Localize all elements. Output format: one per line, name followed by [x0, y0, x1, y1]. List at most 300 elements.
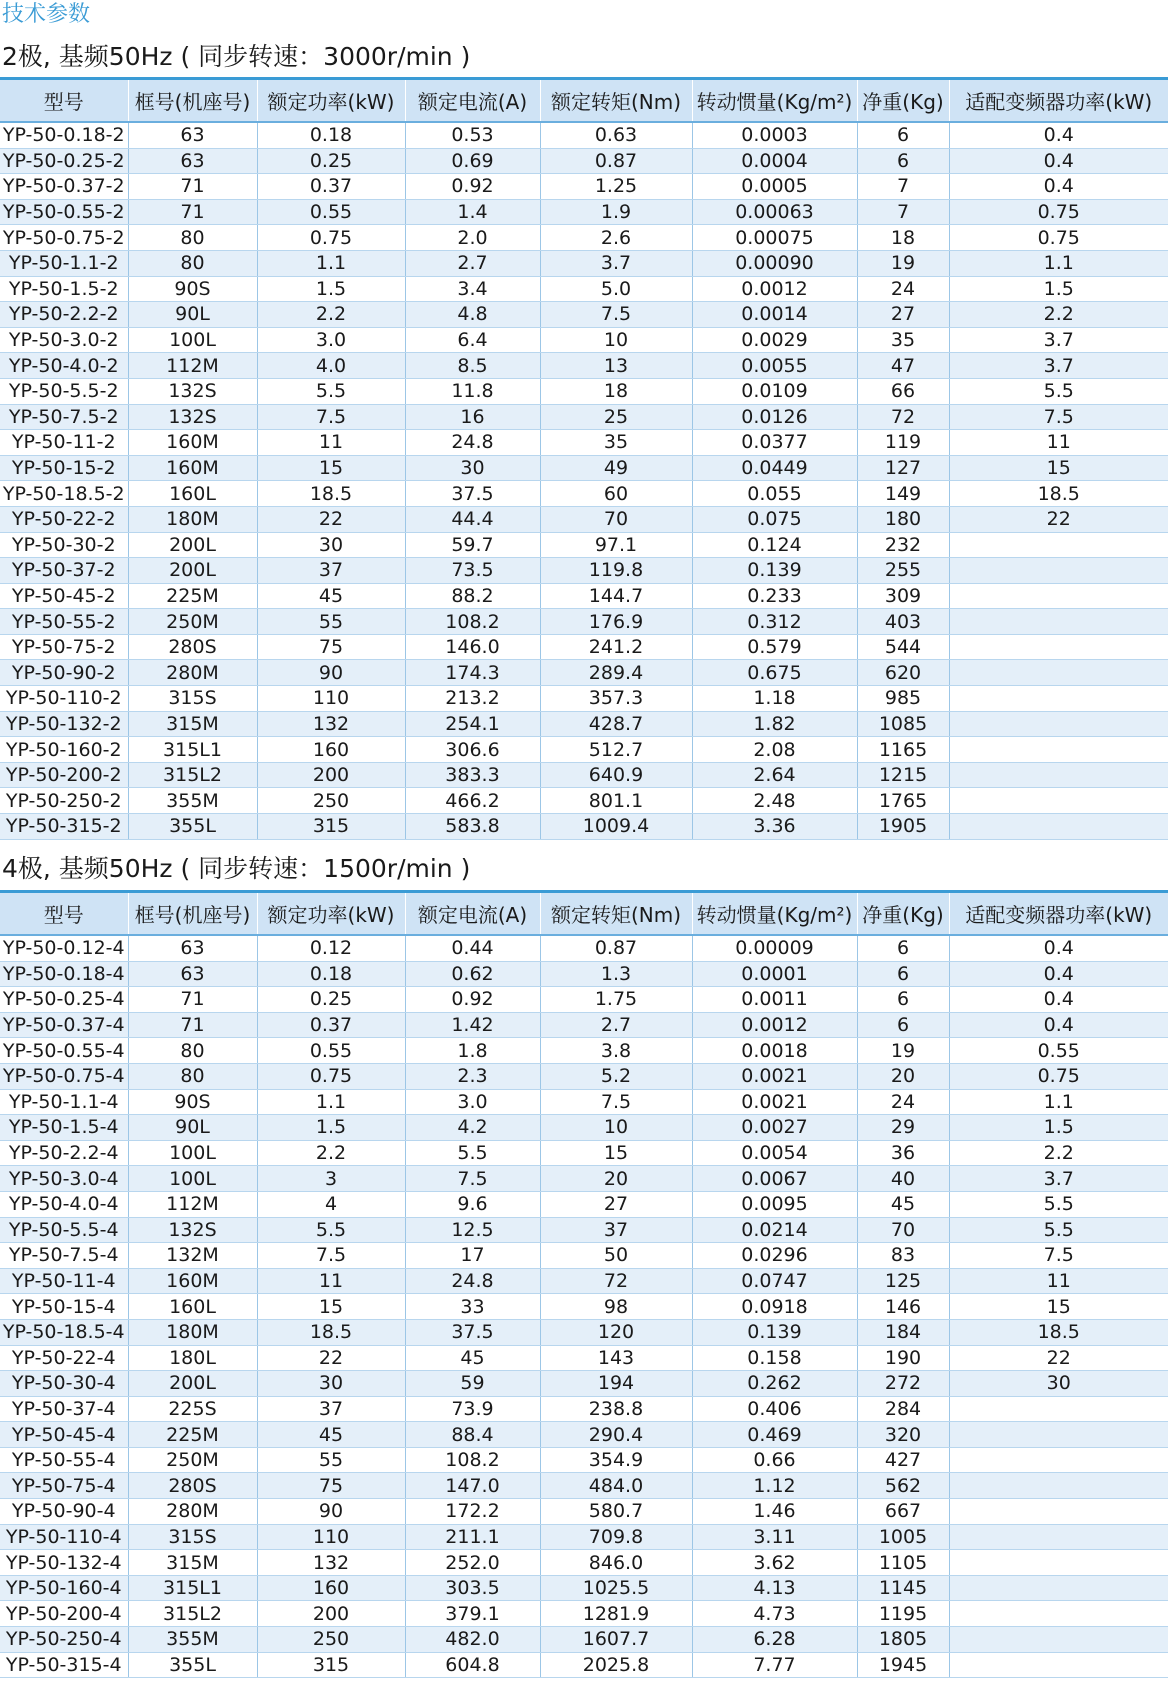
- cell-rated-power: 0.25: [257, 148, 405, 174]
- cell-rated-power: 55: [257, 1447, 405, 1473]
- cell-model: YP-50-1.5-2: [0, 276, 128, 302]
- header-inertia: 转动惯量(Kg/m²): [692, 79, 857, 123]
- cell-rated-power: 0.12: [257, 935, 405, 961]
- cell-model: YP-50-315-4: [0, 1652, 128, 1678]
- cell-inertia: 0.0014: [692, 302, 857, 328]
- cell-rated-torque: 0.87: [540, 148, 692, 174]
- cell-inverter-power: 18.5: [949, 1319, 1168, 1345]
- cell-rated-current: 24.8: [405, 430, 540, 456]
- cell-inertia: 0.469: [692, 1422, 857, 1448]
- table-row: [0, 1345, 1168, 1371]
- cell-inverter-power: [949, 711, 1168, 737]
- cell-rated-torque: 2.7: [540, 1012, 692, 1038]
- cell-rated-power: 0.18: [257, 961, 405, 987]
- cell-inertia: 0.0054: [692, 1140, 857, 1166]
- cell-frame: 280S: [128, 1473, 257, 1499]
- cell-frame: 132S: [128, 1217, 257, 1243]
- cell-net-weight: 19: [857, 250, 949, 276]
- cell-inverter-power: [949, 762, 1168, 788]
- cell-rated-current: 37.5: [405, 481, 540, 507]
- cell-inverter-power: [949, 583, 1168, 609]
- cell-frame: 315L2: [128, 1601, 257, 1627]
- cell-net-weight: 1165: [857, 737, 949, 763]
- cell-frame: 355L: [128, 814, 257, 840]
- cell-inverter-power: 2.2: [949, 1140, 1168, 1166]
- header-rated-power: 额定功率(kW): [257, 79, 405, 123]
- table-row: [0, 1550, 1168, 1576]
- cell-frame: 71: [128, 199, 257, 225]
- cell-rated-torque: 18: [540, 378, 692, 404]
- cell-frame: 112M: [128, 353, 257, 379]
- cell-net-weight: 1005: [857, 1524, 949, 1550]
- table-row: [0, 378, 1168, 404]
- cell-rated-torque: 35: [540, 430, 692, 456]
- cell-rated-torque: 120: [540, 1319, 692, 1345]
- cell-inverter-power: 0.75: [949, 1063, 1168, 1089]
- cell-rated-torque: 290.4: [540, 1422, 692, 1448]
- cell-net-weight: 1805: [857, 1627, 949, 1653]
- cell-rated-current: 108.2: [405, 609, 540, 635]
- cell-rated-current: 306.6: [405, 737, 540, 763]
- cell-rated-current: 172.2: [405, 1499, 540, 1525]
- cell-rated-torque: 289.4: [540, 660, 692, 686]
- table-row: [0, 122, 1168, 148]
- cell-frame: 225M: [128, 583, 257, 609]
- cell-rated-power: 250: [257, 788, 405, 814]
- cell-net-weight: 284: [857, 1396, 949, 1422]
- cell-inverter-power: 0.4: [949, 174, 1168, 200]
- cell-rated-torque: 357.3: [540, 686, 692, 712]
- header-net-weight: 净重(Kg): [857, 892, 949, 936]
- table-row: [0, 1115, 1168, 1141]
- cell-rated-torque: 1281.9: [540, 1601, 692, 1627]
- cell-inertia: 0.0021: [692, 1089, 857, 1115]
- table-row: [0, 1191, 1168, 1217]
- cell-frame: 90L: [128, 1115, 257, 1141]
- cell-rated-power: 2.2: [257, 302, 405, 328]
- cell-model: YP-50-1.5-4: [0, 1115, 128, 1141]
- cell-rated-current: 1.4: [405, 199, 540, 225]
- table-body-4-pole: [0, 935, 1168, 1678]
- cell-rated-current: 147.0: [405, 1473, 540, 1499]
- cell-rated-power: 0.55: [257, 1038, 405, 1064]
- cell-inertia: 0.075: [692, 506, 857, 532]
- cell-rated-current: 1.42: [405, 1012, 540, 1038]
- cell-inverter-power: [949, 558, 1168, 584]
- cell-rated-power: 0.75: [257, 1063, 405, 1089]
- cell-rated-current: 44.4: [405, 506, 540, 532]
- cell-rated-torque: 15: [540, 1140, 692, 1166]
- cell-frame: 250M: [128, 609, 257, 635]
- cell-rated-current: 2.3: [405, 1063, 540, 1089]
- cell-inertia: 0.579: [692, 634, 857, 660]
- cell-inertia: 0.0214: [692, 1217, 857, 1243]
- cell-net-weight: 119: [857, 430, 949, 456]
- cell-net-weight: 1945: [857, 1652, 949, 1678]
- cell-inverter-power: 0.55: [949, 1038, 1168, 1064]
- table-row: [0, 1524, 1168, 1550]
- cell-inverter-power: 1.1: [949, 1089, 1168, 1115]
- cell-frame: 160L: [128, 481, 257, 507]
- table-row: [0, 1063, 1168, 1089]
- cell-inverter-power: [949, 686, 1168, 712]
- cell-rated-current: 17: [405, 1243, 540, 1269]
- cell-model: YP-50-110-2: [0, 686, 128, 712]
- cell-rated-power: 0.75: [257, 225, 405, 251]
- cell-rated-current: 2.7: [405, 250, 540, 276]
- cell-inertia: 0.0918: [692, 1294, 857, 1320]
- table-row: [0, 1012, 1168, 1038]
- cell-inverter-power: 30: [949, 1371, 1168, 1397]
- cell-rated-current: 0.62: [405, 961, 540, 987]
- cell-rated-torque: 580.7: [540, 1499, 692, 1525]
- cell-net-weight: 27: [857, 302, 949, 328]
- table-row: [0, 935, 1168, 961]
- cell-inertia: 0.0095: [692, 1191, 857, 1217]
- cell-inertia: 0.0027: [692, 1115, 857, 1141]
- cell-rated-current: 303.5: [405, 1575, 540, 1601]
- cell-inverter-power: 11: [949, 1268, 1168, 1294]
- cell-rated-power: 160: [257, 737, 405, 763]
- cell-rated-torque: 49: [540, 455, 692, 481]
- cell-rated-current: 37.5: [405, 1319, 540, 1345]
- cell-rated-torque: 1607.7: [540, 1627, 692, 1653]
- cell-rated-power: 200: [257, 1601, 405, 1627]
- cell-net-weight: 146: [857, 1294, 949, 1320]
- cell-rated-torque: 1.3: [540, 961, 692, 987]
- cell-rated-power: 18.5: [257, 481, 405, 507]
- cell-rated-current: 88.2: [405, 583, 540, 609]
- cell-rated-torque: 428.7: [540, 711, 692, 737]
- table-row: [0, 711, 1168, 737]
- cell-rated-torque: 238.8: [540, 1396, 692, 1422]
- cell-frame: 180M: [128, 506, 257, 532]
- table-row: [0, 961, 1168, 987]
- cell-rated-power: 22: [257, 1345, 405, 1371]
- cell-model: YP-50-0.12-4: [0, 935, 128, 961]
- table-row: [0, 327, 1168, 353]
- table-row: [0, 1652, 1168, 1678]
- cell-inverter-power: 7.5: [949, 1243, 1168, 1269]
- table-row: [0, 1447, 1168, 1473]
- cell-frame: 63: [128, 148, 257, 174]
- cell-rated-power: 5.5: [257, 1217, 405, 1243]
- cell-rated-current: 88.4: [405, 1422, 540, 1448]
- cell-rated-current: 583.8: [405, 814, 540, 840]
- cell-inertia: 0.00009: [692, 935, 857, 961]
- cell-model: YP-50-315-2: [0, 814, 128, 840]
- cell-inertia: 0.055: [692, 481, 857, 507]
- cell-inertia: 0.0001: [692, 961, 857, 987]
- cell-rated-power: 45: [257, 1422, 405, 1448]
- cell-rated-torque: 98: [540, 1294, 692, 1320]
- header-rated-torque: 额定转矩(Nm): [540, 79, 692, 123]
- cell-net-weight: 544: [857, 634, 949, 660]
- cell-rated-current: 45: [405, 1345, 540, 1371]
- cell-inverter-power: [949, 1422, 1168, 1448]
- cell-frame: 71: [128, 987, 257, 1013]
- cell-net-weight: 667: [857, 1499, 949, 1525]
- cell-inverter-power: 22: [949, 506, 1168, 532]
- cell-inertia: 0.0011: [692, 987, 857, 1013]
- cell-frame: 160M: [128, 430, 257, 456]
- cell-frame: 315S: [128, 686, 257, 712]
- cell-inverter-power: [949, 1601, 1168, 1627]
- cell-net-weight: 66: [857, 378, 949, 404]
- cell-inverter-power: [949, 814, 1168, 840]
- cell-rated-torque: 119.8: [540, 558, 692, 584]
- cell-rated-torque: 13: [540, 353, 692, 379]
- cell-rated-torque: 194: [540, 1371, 692, 1397]
- cell-model: YP-50-22-2: [0, 506, 128, 532]
- cell-rated-current: 3.4: [405, 276, 540, 302]
- cell-rated-torque: 3.7: [540, 250, 692, 276]
- cell-inertia: 0.0109: [692, 378, 857, 404]
- cell-rated-power: 0.55: [257, 199, 405, 225]
- cell-net-weight: 24: [857, 276, 949, 302]
- cell-inverter-power: [949, 609, 1168, 635]
- cell-rated-power: 3.0: [257, 327, 405, 353]
- cell-frame: 200L: [128, 532, 257, 558]
- cell-inertia: 1.18: [692, 686, 857, 712]
- cell-net-weight: 6: [857, 961, 949, 987]
- cell-model: YP-50-11-4: [0, 1268, 128, 1294]
- cell-rated-power: 11: [257, 430, 405, 456]
- cell-rated-power: 2.2: [257, 1140, 405, 1166]
- cell-net-weight: 255: [857, 558, 949, 584]
- cell-frame: 71: [128, 174, 257, 200]
- cell-frame: 63: [128, 122, 257, 148]
- cell-inverter-power: [949, 1575, 1168, 1601]
- cell-inertia: 0.66: [692, 1447, 857, 1473]
- cell-rated-power: 3: [257, 1166, 405, 1192]
- cell-rated-torque: 50: [540, 1243, 692, 1269]
- table-row: [0, 455, 1168, 481]
- cell-rated-torque: 640.9: [540, 762, 692, 788]
- cell-net-weight: 1765: [857, 788, 949, 814]
- cell-frame: 225S: [128, 1396, 257, 1422]
- cell-rated-power: 110: [257, 1524, 405, 1550]
- cell-frame: 132S: [128, 404, 257, 430]
- cell-rated-torque: 1.9: [540, 199, 692, 225]
- table-row: [0, 302, 1168, 328]
- cell-inertia: 0.124: [692, 532, 857, 558]
- cell-inverter-power: [949, 788, 1168, 814]
- cell-rated-power: 30: [257, 532, 405, 558]
- cell-rated-torque: 801.1: [540, 788, 692, 814]
- cell-model: YP-50-11-2: [0, 430, 128, 456]
- cell-frame: 100L: [128, 1140, 257, 1166]
- cell-inverter-power: 3.7: [949, 1166, 1168, 1192]
- cell-rated-current: 8.5: [405, 353, 540, 379]
- cell-inertia: 0.139: [692, 558, 857, 584]
- cell-rated-power: 18.5: [257, 1319, 405, 1345]
- cell-rated-torque: 97.1: [540, 532, 692, 558]
- table-row: [0, 583, 1168, 609]
- cell-inverter-power: [949, 737, 1168, 763]
- cell-inertia: 7.77: [692, 1652, 857, 1678]
- cell-inertia: 0.0021: [692, 1063, 857, 1089]
- cell-inertia: 0.00090: [692, 250, 857, 276]
- cell-rated-current: 0.44: [405, 935, 540, 961]
- cell-model: YP-50-0.75-4: [0, 1063, 128, 1089]
- cell-rated-power: 0.25: [257, 987, 405, 1013]
- cell-frame: 250M: [128, 1447, 257, 1473]
- table-row: [0, 276, 1168, 302]
- cell-rated-power: 1.1: [257, 1089, 405, 1115]
- cell-net-weight: 1195: [857, 1601, 949, 1627]
- cell-rated-power: 0.37: [257, 174, 405, 200]
- cell-inertia: 6.28: [692, 1627, 857, 1653]
- cell-rated-current: 5.5: [405, 1140, 540, 1166]
- cell-inverter-power: 5.5: [949, 378, 1168, 404]
- cell-inverter-power: 0.4: [949, 961, 1168, 987]
- cell-rated-torque: 1.25: [540, 174, 692, 200]
- cell-net-weight: 35: [857, 327, 949, 353]
- cell-rated-power: 1.5: [257, 1115, 405, 1141]
- cell-net-weight: 127: [857, 455, 949, 481]
- cell-frame: 63: [128, 961, 257, 987]
- cell-net-weight: 309: [857, 583, 949, 609]
- table-row: [0, 558, 1168, 584]
- cell-model: YP-50-0.55-2: [0, 199, 128, 225]
- cell-model: YP-50-160-4: [0, 1575, 128, 1601]
- cell-net-weight: 7: [857, 174, 949, 200]
- cell-model: YP-50-90-2: [0, 660, 128, 686]
- cell-inertia: 4.73: [692, 1601, 857, 1627]
- cell-rated-torque: 2.6: [540, 225, 692, 251]
- cell-frame: 315L1: [128, 737, 257, 763]
- cell-model: YP-50-5.5-2: [0, 378, 128, 404]
- cell-rated-power: 90: [257, 1499, 405, 1525]
- cell-rated-torque: 0.87: [540, 935, 692, 961]
- table-row: [0, 506, 1168, 532]
- cell-rated-current: 146.0: [405, 634, 540, 660]
- table-row: [0, 1038, 1168, 1064]
- cell-frame: 63: [128, 935, 257, 961]
- cell-model: YP-50-0.25-2: [0, 148, 128, 174]
- cell-net-weight: 562: [857, 1473, 949, 1499]
- header-inverter-power: 适配变频器功率(kW): [949, 79, 1168, 123]
- cell-model: YP-50-4.0-4: [0, 1191, 128, 1217]
- cell-net-weight: 45: [857, 1191, 949, 1217]
- table-row: [0, 1268, 1168, 1294]
- cell-rated-torque: 7.5: [540, 1089, 692, 1115]
- cell-inverter-power: 3.7: [949, 353, 1168, 379]
- section-title-2-pole: 2极, 基频50Hz ( 同步转速：3000r/min ): [2, 42, 471, 71]
- cell-inertia: 0.0126: [692, 404, 857, 430]
- table-header-row: [0, 79, 1168, 123]
- cell-rated-torque: 1.75: [540, 987, 692, 1013]
- cell-inertia: 0.0005: [692, 174, 857, 200]
- cell-rated-current: 3.0: [405, 1089, 540, 1115]
- cell-rated-power: 30: [257, 1371, 405, 1397]
- cell-inertia: 2.08: [692, 737, 857, 763]
- cell-rated-current: 0.69: [405, 148, 540, 174]
- cell-inverter-power: 0.4: [949, 122, 1168, 148]
- cell-rated-power: 132: [257, 1550, 405, 1576]
- cell-model: YP-50-132-4: [0, 1550, 128, 1576]
- cell-rated-power: 0.18: [257, 122, 405, 148]
- cell-rated-power: 250: [257, 1627, 405, 1653]
- cell-rated-power: 37: [257, 558, 405, 584]
- cell-inverter-power: [949, 1627, 1168, 1653]
- table-row: [0, 1396, 1168, 1422]
- cell-frame: 160M: [128, 455, 257, 481]
- header-model: 型号: [0, 79, 128, 123]
- cell-net-weight: 1905: [857, 814, 949, 840]
- cell-model: YP-50-200-2: [0, 762, 128, 788]
- cell-inertia: 0.0012: [692, 1012, 857, 1038]
- cell-inertia: 0.139: [692, 1319, 857, 1345]
- cell-frame: 225M: [128, 1422, 257, 1448]
- table-row: [0, 250, 1168, 276]
- cell-rated-power: 4: [257, 1191, 405, 1217]
- cell-net-weight: 1105: [857, 1550, 949, 1576]
- cell-model: YP-50-37-2: [0, 558, 128, 584]
- cell-net-weight: 125: [857, 1268, 949, 1294]
- cell-net-weight: 620: [857, 660, 949, 686]
- cell-model: YP-50-15-4: [0, 1294, 128, 1320]
- cell-inertia: 0.406: [692, 1396, 857, 1422]
- cell-net-weight: 184: [857, 1319, 949, 1345]
- cell-frame: 80: [128, 250, 257, 276]
- cell-net-weight: 180: [857, 506, 949, 532]
- cell-inertia: 0.158: [692, 1345, 857, 1371]
- cell-rated-current: 6.4: [405, 327, 540, 353]
- cell-inertia: 0.0018: [692, 1038, 857, 1064]
- header-inertia: 转动惯量(Kg/m²): [692, 892, 857, 936]
- cell-model: YP-50-45-4: [0, 1422, 128, 1448]
- cell-frame: 132S: [128, 378, 257, 404]
- table-row: [0, 814, 1168, 840]
- cell-rated-current: 73.9: [405, 1396, 540, 1422]
- header-rated-power: 额定功率(kW): [257, 892, 405, 936]
- cell-rated-power: 132: [257, 711, 405, 737]
- table-row: [0, 1140, 1168, 1166]
- cell-rated-torque: 354.9: [540, 1447, 692, 1473]
- cell-inverter-power: 3.7: [949, 327, 1168, 353]
- cell-inertia: 0.0296: [692, 1243, 857, 1269]
- cell-rated-current: 108.2: [405, 1447, 540, 1473]
- cell-rated-torque: 10: [540, 327, 692, 353]
- cell-inertia: 0.00075: [692, 225, 857, 251]
- cell-inverter-power: [949, 1524, 1168, 1550]
- table-row: [0, 1422, 1168, 1448]
- cell-inverter-power: [949, 1473, 1168, 1499]
- cell-inertia: 0.0055: [692, 353, 857, 379]
- header-rated-torque: 额定转矩(Nm): [540, 892, 692, 936]
- cell-inertia: 0.0029: [692, 327, 857, 353]
- cell-net-weight: 6: [857, 122, 949, 148]
- cell-rated-power: 22: [257, 506, 405, 532]
- page-title: 技术参数: [2, 2, 91, 27]
- cell-frame: 200L: [128, 1371, 257, 1397]
- table-row: [0, 609, 1168, 635]
- cell-rated-power: 7.5: [257, 1243, 405, 1269]
- cell-model: YP-50-55-2: [0, 609, 128, 635]
- cell-net-weight: 149: [857, 481, 949, 507]
- table-row: [0, 634, 1168, 660]
- cell-rated-current: 9.6: [405, 1191, 540, 1217]
- cell-rated-torque: 846.0: [540, 1550, 692, 1576]
- cell-model: YP-50-7.5-4: [0, 1243, 128, 1269]
- cell-net-weight: 427: [857, 1447, 949, 1473]
- table-row: [0, 1319, 1168, 1345]
- cell-rated-current: 4.8: [405, 302, 540, 328]
- cell-net-weight: 232: [857, 532, 949, 558]
- cell-inverter-power: [949, 634, 1168, 660]
